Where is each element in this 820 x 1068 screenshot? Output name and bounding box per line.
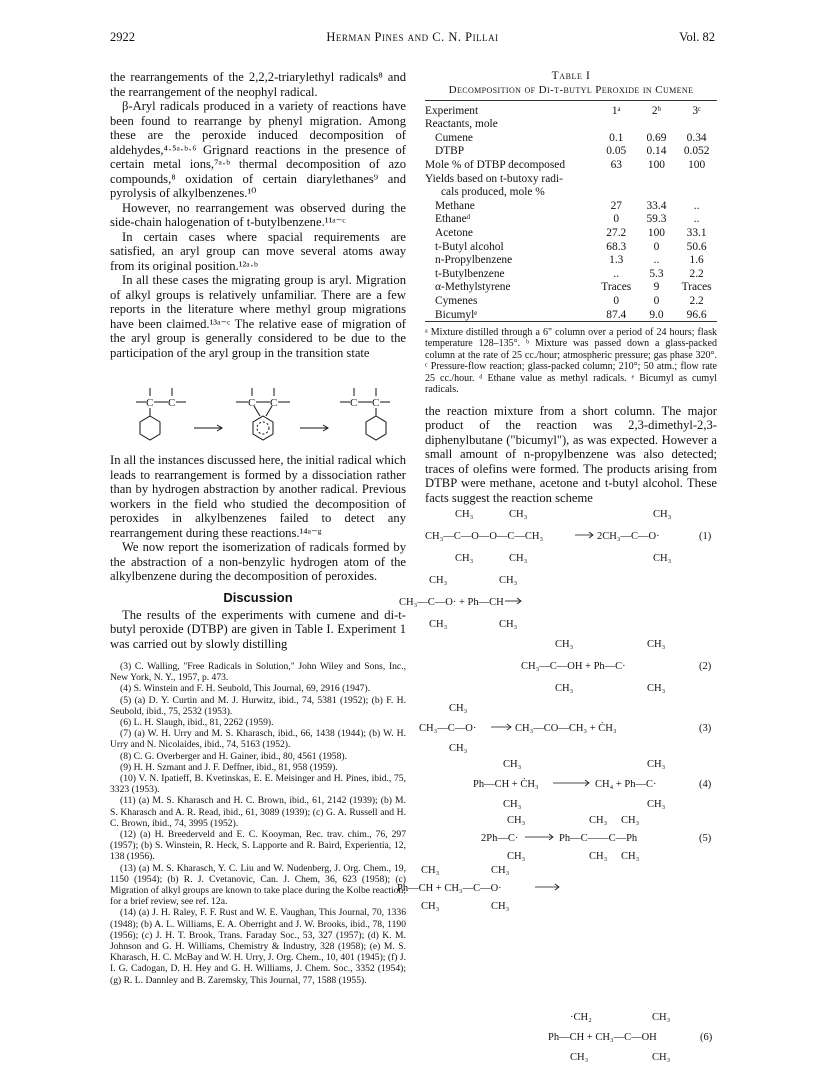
product: Ph—CH + CH₃—C—OH <box>548 1032 657 1043</box>
svg-text:C: C <box>168 397 176 409</box>
table-row <box>425 293 717 307</box>
row-label: t-Butyl alcohol <box>435 240 504 253</box>
row-label: t-Butylbenzene <box>435 267 505 280</box>
svg-text:C: C <box>372 397 380 409</box>
cell-exp2: 100 <box>647 226 665 239</box>
cell-exp1: 27 <box>610 199 622 212</box>
row-label: Yields based on t-butoxy radi- <box>425 172 563 185</box>
product: CH₃—C—OH + Ph—C· <box>521 661 626 672</box>
paragraph: In certain cases where spacial requirements are satisfied, an aryl group can move several atoms away from its original position.¹²ᵃ·ᵇ <box>110 229 406 273</box>
cell-exp2: .. <box>653 254 660 267</box>
cell-exp2: 33.4 <box>646 199 667 212</box>
methyl-label: CH₃ <box>429 575 448 586</box>
methyl-label: CH₃ <box>509 509 528 520</box>
cell-exp3: .. <box>693 213 700 226</box>
table-row <box>425 280 717 294</box>
table-title: Table I <box>551 70 591 82</box>
right-column <box>397 70 717 915</box>
methyl-label: CH₃ <box>555 639 574 650</box>
running-title: Herman Pines and C. N. Pillai <box>326 30 499 44</box>
reference: (6) L. H. Slaugh, ibid., 81, 2262 (1959). <box>120 717 274 729</box>
row-label: cals produced, mole % <box>441 186 545 199</box>
cell-exp3: 2.2 <box>689 294 704 307</box>
table-caption: Decomposition of Di-t-butyl Peroxide in Cumene <box>448 84 694 96</box>
section-heading: Discussion <box>223 589 293 605</box>
volume-label: Vol. 82 <box>679 30 715 44</box>
cell-exp3: 3ᶜ <box>692 104 701 117</box>
table-row <box>425 157 717 171</box>
product: CH₄ + Ph—C· <box>595 779 657 790</box>
cell-exp2: 0.69 <box>646 131 667 144</box>
row-label: Ethaneᵈ <box>435 213 471 226</box>
product: Ph—C——C—Ph <box>559 833 638 844</box>
cell-exp3: 96.6 <box>686 308 707 321</box>
table-row <box>425 253 717 267</box>
cell-exp1: 27.2 <box>606 226 627 239</box>
table-row <box>425 266 717 280</box>
cell-exp2: 9.0 <box>649 308 664 321</box>
table-row <box>425 185 717 199</box>
methyl-label: CH₃ <box>555 683 574 694</box>
reactant: 2Ph—C· <box>481 833 519 844</box>
row-label: Reactants, mole <box>425 118 498 131</box>
paragraph: However, no rearrangement was observed during the side-chain halogenation of t-butylbenzene.¹¹ᵃ⁻ᶜ <box>110 200 406 229</box>
cell-exp3: 33.1 <box>686 226 707 239</box>
methyl-label: CH₃ <box>621 851 640 862</box>
cell-exp3: Traces <box>681 281 712 294</box>
reference: (13) (a) M. S. Kharasch, Y. C. Liu and W. Nudenberg, J. Org. Chem., 19, 1150 (1954); (b) R. J. Cvetanovic, Can. J. Chem, 36, 623 (1958); (c) Migration of alkyl groups are known to take place during the Kolbe reaction; for a brief review, see ref. 12a. <box>110 862 406 908</box>
row-label: Cumene <box>435 131 473 144</box>
table-row <box>425 130 717 144</box>
results-table <box>425 100 717 324</box>
table-row <box>425 239 717 253</box>
table-row <box>425 307 717 321</box>
table-row <box>425 225 717 239</box>
methyl-label: CH₃ <box>647 683 666 694</box>
cell-exp3: 0.34 <box>686 131 707 144</box>
cell-exp2: 9 <box>653 281 660 294</box>
cell-exp1: 0 <box>613 294 620 307</box>
cell-exp1: .. <box>613 267 620 280</box>
methyl-label: CH₃ <box>503 759 522 770</box>
row-label: Mole % of DTBP decomposed <box>425 158 566 171</box>
cell-exp3 <box>676 171 717 185</box>
cell-exp3 <box>676 117 717 131</box>
reference: (11) (a) M. S. Kharasch and H. C. Brown, ibid., 61, 2142 (1939); (b) M. S. Kharasch and A. R. Read, ibid., 61, 3089 (1939); (c) G. A. Russell and H. C. Brown, ibid., 74, 3995 (1952). <box>110 795 406 829</box>
cell-exp1: 1.3 <box>609 254 624 267</box>
equation-number: (1) <box>699 531 712 542</box>
table-row <box>425 212 717 226</box>
cell-exp2: 59.3 <box>646 213 667 226</box>
methyl-label: CH₃ <box>491 865 510 876</box>
methyl-label: CH₃ <box>421 865 440 876</box>
cell-exp3: .. <box>693 199 700 212</box>
paragraph: In all these cases the migrating group is aryl. Migration of alkyl groups is relatively unfamiliar. There are a few reports in the literature where methyl group migrations have been claimed.¹³ᵃ⁻ᶜ The relative ease of migration of the aryl group is generally considered to be due to the participation of the aryl group in the transition state <box>110 273 406 360</box>
cell-exp2 <box>637 171 677 185</box>
paragraph: the rearrangements of the 2,2,2-triarylethyl radicals⁸ and the rearrangement of the neophyl radical. <box>110 70 406 99</box>
row-label: Cymenes <box>435 294 478 307</box>
row-label: Experiment <box>425 104 479 117</box>
reference: (3) C. Walling, "Free Radicals in Solution," John Wiley and Sons, Inc., New York, N. Y., 1957, p. 473. <box>110 661 406 684</box>
paragraph: the reaction mixture from a short column. The major product of the reaction was 2,3-dimethyl-2,3-diphenylbutane ("bicumyl"), as was expected. However a small amount of n-propylbenzene was also detected; traces of olefins were formed. The products arising from DTBP were methane, acetone and t-butyl alcohol. These facts suggest the reaction scheme <box>425 403 717 505</box>
methyl-label: CH₃ <box>499 575 518 586</box>
row-label: α-Methylstyrene <box>435 281 511 294</box>
methyl-label: CH₃ <box>589 851 608 862</box>
equation-number: (5) <box>699 833 712 844</box>
cell-exp1 <box>596 117 637 131</box>
equation-6-product <box>548 1008 718 1064</box>
equation-number: (2) <box>699 661 712 672</box>
svg-text:C: C <box>270 397 278 409</box>
equation-number: (4) <box>699 779 712 790</box>
table-row <box>425 171 717 185</box>
reactant: Ph—CH + CH₃—C—O· <box>397 883 502 894</box>
cell-exp1 <box>596 171 637 185</box>
cell-exp1: 63 <box>610 158 622 171</box>
methyl-label: CH₃ <box>455 553 474 564</box>
cell-exp2: 0 <box>653 294 660 307</box>
paragraph: β-Aryl radicals produced in a variety of reactions have been found to rearrange by phenyl migration. Among these are the peroxide induced decomposition of aldehydes,⁴·⁵ᵃ·ᵇ·⁶ Grignard reactions in the presence of certain metal ions,⁷ᵃ·ᵇ thermal decomposition of azo compounds,⁸ oxidation of certain diarylethanes⁹ and pyrolysis of alkylbenzenes.¹⁰ <box>110 99 406 200</box>
product: 2CH₃—C—O· <box>597 531 660 542</box>
methyl-label: CH₃ <box>652 1052 671 1063</box>
paragraph: We now report the isomerization of radicals formed by the abstraction of a non-benzylic hydrogen atom of the alkylbenzene during the decomposition of peroxides. <box>110 540 406 583</box>
cell-exp2 <box>637 117 677 131</box>
table-row <box>425 117 717 131</box>
paragraph: In all the instances discussed here, the initial radical which leads to rearrangement is formed by a dissociation rather than by hydrogen abstraction by another radical. Previous workers in the field who studied the decomposition of peroxides in alkylbenzenes failed to detect any rearrangement during these reactions.¹⁴ᵃ⁻ᵍ <box>110 453 406 540</box>
methyl-label: CH₃ <box>647 799 666 810</box>
methyl-label: CH₃ <box>455 509 474 520</box>
cell-exp1: 0 <box>613 213 620 226</box>
reference: (12) (a) H. Breederveld and E. C. Kooyman, Rec. trav. chim., 76, 297 (1957); (b) S. Winstein, R. Heck, S. Lapporte and R. Baird, Experientia, 12, 138 (1956). <box>110 829 406 863</box>
svg-text:C: C <box>146 397 154 409</box>
methyl-label: CH₃ <box>653 553 672 564</box>
cell-exp3: 2.2 <box>689 267 704 280</box>
page-number: 2922 <box>110 30 135 44</box>
methyl-label: CH₃ <box>647 759 666 770</box>
cell-exp2: 5.3 <box>649 267 664 280</box>
table-row <box>425 103 717 117</box>
cell-exp2 <box>637 185 677 199</box>
cell-exp2: 0.14 <box>646 145 667 158</box>
reference: (9) H. H. Szmant and J. F. Deffner, ibid., 81, 958 (1959). <box>120 761 338 773</box>
reference: (8) C. G. Overberger and H. Gainer, ibid., 80, 4561 (1958). <box>120 750 347 762</box>
cell-exp1: Traces <box>601 281 632 294</box>
row-label: Bicumylᵉ <box>435 308 478 321</box>
reactant: CH₃—C—O· + Ph—CH <box>399 597 504 608</box>
table-row <box>425 144 717 158</box>
paragraph: The results of the experiments with cumene and di-t-butyl peroxide (DTBP) are given in Table I. Experiment 1 was carried out by slowly distilling <box>110 607 406 651</box>
cell-exp1: 1ᵃ <box>611 104 621 117</box>
methyl-label: CH₃ <box>507 815 526 826</box>
cell-exp1: 0.05 <box>606 145 627 158</box>
methyl-label: CH₃ <box>503 799 522 810</box>
row-label: Methane <box>435 199 475 212</box>
reactant: CH₃—C—O· <box>419 723 477 734</box>
cell-exp2: 0 <box>653 240 660 253</box>
reaction-scheme <box>397 505 717 915</box>
reference: (10) V. N. Ipatieff, B. Kvetinskas, E. E. Meisinger and H. Pines, ibid., 75, 3323 (1953). <box>110 773 406 796</box>
reference: (14) (a) J. H. Raley, F. F. Rust and W. E. Vaughan, This Journal, 70, 1336 (1948); (b) A. L. Williams, E. A. Oberright and J. W. Brooks, ibid., 78, 1190 (1956); (c) J. H. T. Brook, Trans. Faraday Soc., 53, 327 (1957); (d) K. M. Johnson and G. H. Williams, Chemistry & Industry, 328 (1958); (e) M. S. Kharasch, H. C. McBay and W. H. Urry, J. Org. Chem., 10, 401 (1945); (f) J. I. G. Cadogan, D. H. Hey and G. H. Williams, J. Chem. Soc., 3352 (1954); (g) R. L. Dannley and B. Zaremsky, This Journal, 77, 1588 (1955). <box>110 907 406 986</box>
reactant: Ph—CH + ĊH₃ <box>473 779 539 790</box>
methylene-radical-label: ·CH₂ <box>570 1012 592 1023</box>
cell-exp3: 0.052 <box>683 145 710 158</box>
references <box>110 661 406 986</box>
cell-exp1: 0.1 <box>609 131 624 144</box>
cell-exp3: 50.6 <box>686 240 707 253</box>
methyl-label: CH₃ <box>429 619 448 630</box>
equation-number: (6) <box>700 1032 713 1043</box>
svg-text:C: C <box>248 397 256 409</box>
cell-exp1 <box>596 185 637 199</box>
reference: (4) S. Winstein and F. H. Seubold, This Journal, 69, 2916 (1947). <box>120 683 371 695</box>
cell-exp2: 100 <box>647 158 665 171</box>
methyl-label: CH₃ <box>509 553 528 564</box>
methyl-label: CH₃ <box>491 901 510 912</box>
cell-exp3: 1.6 <box>689 254 704 267</box>
transition-state-diagram <box>110 366 406 449</box>
svg-text:C: C <box>350 397 358 409</box>
methyl-label: CH₃ <box>570 1052 589 1063</box>
equation-number: (3) <box>699 723 712 734</box>
row-label: Acetone <box>435 226 473 239</box>
methyl-label: CH₃ <box>621 815 640 826</box>
cell-exp1: 68.3 <box>606 240 627 253</box>
cell-exp3: 100 <box>688 158 706 171</box>
methyl-label: CH₃ <box>449 743 468 754</box>
row-label: n-Propylbenzene <box>435 254 513 267</box>
methyl-label: CH₃ <box>507 851 526 862</box>
reference: (5) (a) D. Y. Curtin and M. J. Hurwitz, ibid., 74, 5381 (1952); (b) F. H. Seubold, ibid., 75, 2532 (1953). <box>110 694 406 717</box>
row-label: DTBP <box>435 145 465 158</box>
cell-exp2: 2ᵇ <box>651 104 662 117</box>
left-column <box>110 70 406 986</box>
reactant: CH₃—C—O—O—C—CH₃ <box>425 531 544 542</box>
table-footnote: ᵃ Mixture distilled through a 6" column over a period of 24 hours; flask temperature 128–135°. ᵇ Mixture was passed down a glass-packed column at the rate of 25 cc./hour; atmospheric pressure; gas phase 320°. ᶜ Pressure-flow reaction; glass-packed column; 210°; 50 atm.; flow rate 25 cc./hour. ᵈ Ethane value as methyl radicals. ᵉ Bicumyl as cumyl radicals. <box>425 326 717 395</box>
methyl-label: CH₃ <box>652 1012 671 1023</box>
cell-exp1: 87.4 <box>606 308 627 321</box>
product: CH₃—CO—CH₃ + ĊH₃ <box>515 723 617 734</box>
methyl-label: CH₃ <box>499 619 518 630</box>
methyl-label: CH₃ <box>653 509 672 520</box>
table-row <box>425 198 717 212</box>
reference: (7) (a) W. H. Urry and M. S. Kharasch, ibid., 66, 1438 (1944); (b) W. H. Urry and N. Nicolaides, ibid., 74, 5163 (1952). <box>110 728 406 751</box>
cell-exp3 <box>676 185 717 199</box>
methyl-label: CH₃ <box>421 901 440 912</box>
methyl-label: CH₃ <box>589 815 608 826</box>
methyl-label: CH₃ <box>647 639 666 650</box>
methyl-label: CH₃ <box>449 703 468 714</box>
